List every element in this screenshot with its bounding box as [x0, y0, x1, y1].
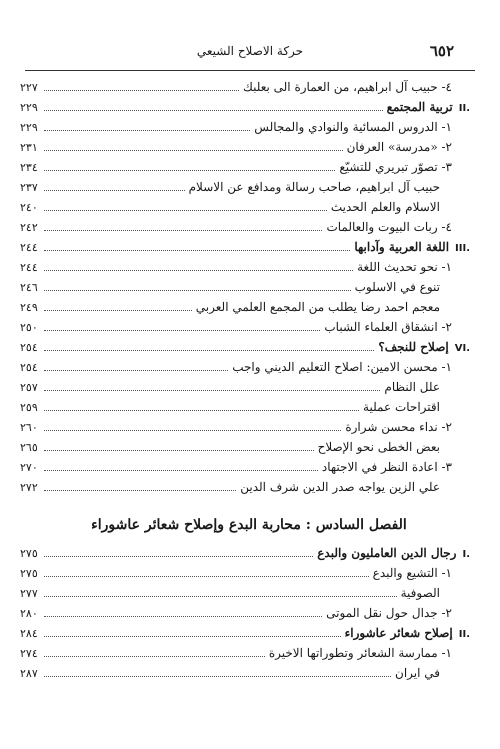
- chapter-title: الفصل السادس : محاربة البدع وإصلاح شعائر عاشوراء: [91, 517, 407, 533]
- dot-leader: [44, 269, 353, 271]
- page-header: [20, 42, 480, 64]
- dot-leader: [44, 89, 239, 91]
- toc-page-number: ٢٧٥: [20, 567, 38, 580]
- dot-leader: [44, 615, 322, 617]
- toc-entry: [18, 377, 480, 397]
- toc-entry-title: الصوفية: [400, 586, 440, 600]
- toc-entry: [18, 603, 480, 623]
- toc-entry-title: رجال الدين العامليون والبدع: [317, 546, 457, 560]
- toc-page-number: ٢٧٠: [20, 461, 38, 474]
- toc-section-entry: [18, 543, 480, 563]
- toc-entry: [18, 157, 480, 177]
- dot-leader: [44, 675, 391, 677]
- dot-leader: [44, 149, 343, 151]
- toc-page-number: ٢٦٠: [20, 421, 38, 434]
- toc-entry-title: ٢- «مدرسة» العرفان: [346, 140, 452, 154]
- toc-section-entry: [18, 337, 480, 357]
- table-of-contents: [18, 77, 480, 683]
- toc-entry: [18, 357, 480, 377]
- page-number: ٦٥٢: [429, 42, 454, 60]
- toc-entry: [18, 437, 480, 457]
- toc-entry-title: ١- التشيع والبدع: [372, 566, 452, 580]
- toc-entry-title: بعض الخطى نحو الإصلاح: [317, 440, 440, 454]
- dot-leader: [44, 289, 351, 291]
- header-rule: [25, 70, 475, 71]
- toc-entry: [18, 643, 480, 663]
- toc-entry-title: ٢- جدال حول نقل الموتى: [326, 606, 452, 620]
- dot-leader: [44, 595, 397, 597]
- toc-entry: [18, 663, 480, 683]
- toc-entry-title: ٤- حبيب آل ابراهيم، من العمارة الى بعلبك: [243, 80, 452, 94]
- toc-entry-title: إصلاح شعائر عاشوراء: [344, 626, 453, 640]
- toc-page-number: ٢٤٦: [20, 281, 38, 294]
- toc-entry-title: تربية المجتمع: [386, 100, 453, 114]
- toc-entry-title: تنوع في الاسلوب: [354, 280, 440, 294]
- toc-page-number: ٢٢٩: [20, 101, 38, 114]
- toc-entry-title: ١- الدروس المسائية والنوادي والمجالس: [254, 120, 452, 134]
- dot-leader: [44, 389, 381, 391]
- toc-page-number: ٢٤٤: [20, 241, 38, 254]
- dot-leader: [44, 329, 321, 331]
- dot-leader: [44, 575, 369, 577]
- dot-leader: [44, 189, 185, 191]
- toc-entry: [18, 457, 480, 477]
- dot-leader: [44, 555, 314, 557]
- toc-page-number: ٢٥٤: [20, 361, 38, 374]
- toc-entry: [18, 77, 480, 97]
- toc-page-number: ٢٣٧: [20, 181, 38, 194]
- toc-entry-title: حبيب آل ابراهيم، صاحب رسالة ومدافع عن الاسلام: [188, 180, 440, 194]
- toc-entry-title: ٢- نداء محسن شرارة: [345, 420, 452, 434]
- toc-entry: [18, 317, 480, 337]
- toc-part-1: [18, 77, 480, 497]
- dot-leader: [44, 409, 359, 411]
- toc-part-2: [18, 543, 480, 683]
- toc-page-number: ٢٨٧: [20, 667, 38, 680]
- toc-entry: [18, 397, 480, 417]
- toc-page-number: ٢٥٩: [20, 401, 38, 414]
- toc-entry-title: ١- نحو تحديث اللغة: [357, 260, 452, 274]
- toc-entry: [18, 257, 480, 277]
- toc-page-number: ٢٥٤: [20, 341, 38, 354]
- toc-page-number: ٢٨٤: [20, 627, 38, 640]
- dot-leader: [44, 349, 375, 351]
- running-title: حركة الاصلاح الشيعي: [196, 44, 304, 58]
- toc-page-number: ٢٢٧: [20, 81, 38, 94]
- dot-leader: [44, 655, 265, 657]
- toc-section-entry: [18, 97, 480, 117]
- toc-page-number: ٢٣١: [20, 141, 38, 154]
- toc-page-number: ٢٤٩: [20, 301, 38, 314]
- toc-page-number: ٢٤٢: [20, 221, 38, 234]
- toc-page-number: ٢٥٧: [20, 381, 38, 394]
- toc-entry-title: علل النظام: [384, 380, 440, 394]
- toc-entry: [18, 137, 480, 157]
- toc-entry-title: ١- محسن الامين: اصلاح التعليم الديني واجب: [232, 360, 452, 374]
- toc-entry-title: اقتراحات عملية: [363, 400, 440, 414]
- dot-leader: [44, 129, 251, 131]
- toc-entry: [18, 117, 480, 137]
- toc-page-number: ٢٧٥: [20, 547, 38, 560]
- toc-entry-title: ٤- ربات البيوت والعالمات: [326, 220, 452, 234]
- toc-page-number: ٢٧٢: [20, 481, 38, 494]
- toc-page-number: ٢٨٠: [20, 607, 38, 620]
- toc-entry-title: في ايران: [395, 666, 440, 680]
- toc-section-entry: [18, 623, 480, 643]
- section-roman-numeral: II.: [458, 629, 470, 640]
- toc-entry-title: إصلاح للنجف؟: [378, 340, 449, 354]
- dot-leader: [44, 109, 383, 111]
- toc-entry: [18, 297, 480, 317]
- dot-leader: [44, 369, 228, 371]
- toc-entry-title: ٢- انشقاق العلماء الشباب: [324, 320, 452, 334]
- toc-entry-title: ٣- تصوّر تبريري للتشيّع: [339, 160, 452, 174]
- toc-page-number: ٢٧٧: [20, 587, 38, 600]
- dot-leader: [44, 635, 341, 637]
- dot-leader: [44, 309, 192, 311]
- toc-page-number: ٢٣٤: [20, 161, 38, 174]
- toc-entry-title: الاسلام والعلم الحديث: [330, 200, 440, 214]
- toc-page-number: ٢٤٠: [20, 201, 38, 214]
- toc-page-number: ٢٧٤: [20, 647, 38, 660]
- toc-entry: [18, 417, 480, 437]
- toc-section-entry: [18, 237, 480, 257]
- dot-leader: [44, 209, 327, 211]
- toc-entry: [18, 563, 480, 583]
- section-roman-numeral: II.: [458, 103, 470, 114]
- section-roman-numeral: I.: [462, 549, 470, 560]
- toc-page-number: ٢٦٥: [20, 441, 38, 454]
- toc-entry: [18, 477, 480, 497]
- dot-leader: [44, 469, 318, 471]
- dot-leader: [44, 169, 336, 171]
- toc-entry: [18, 197, 480, 217]
- toc-entry-title: علي الزين يواجه صدر الدين شرف الدين: [240, 480, 440, 494]
- toc-page-number: ٢٤٤: [20, 261, 38, 274]
- dot-leader: [44, 229, 323, 231]
- toc-entry-title: ١- ممارسة الشعائر وتطوراتها الاخيرة: [268, 646, 452, 660]
- toc-entry-title: اللغة العربية وآدابها: [354, 240, 450, 254]
- toc-page-number: ٢٥٠: [20, 321, 38, 334]
- toc-entry: [18, 177, 480, 197]
- toc-entry-title: ٣- اعادة النظر في الاجتهاد: [321, 460, 452, 474]
- section-roman-numeral: VI.: [454, 343, 470, 354]
- toc-page-number: ٢٢٩: [20, 121, 38, 134]
- dot-leader: [44, 429, 342, 431]
- toc-entry: [18, 217, 480, 237]
- toc-entry: [18, 583, 480, 603]
- dot-leader: [44, 449, 314, 451]
- toc-entry: [18, 277, 480, 297]
- dot-leader: [44, 489, 237, 491]
- dot-leader: [44, 249, 351, 251]
- toc-entry-title: معجم احمد رضا يطلب من المجمع العلمي العربي: [195, 300, 440, 314]
- section-roman-numeral: III.: [455, 243, 470, 254]
